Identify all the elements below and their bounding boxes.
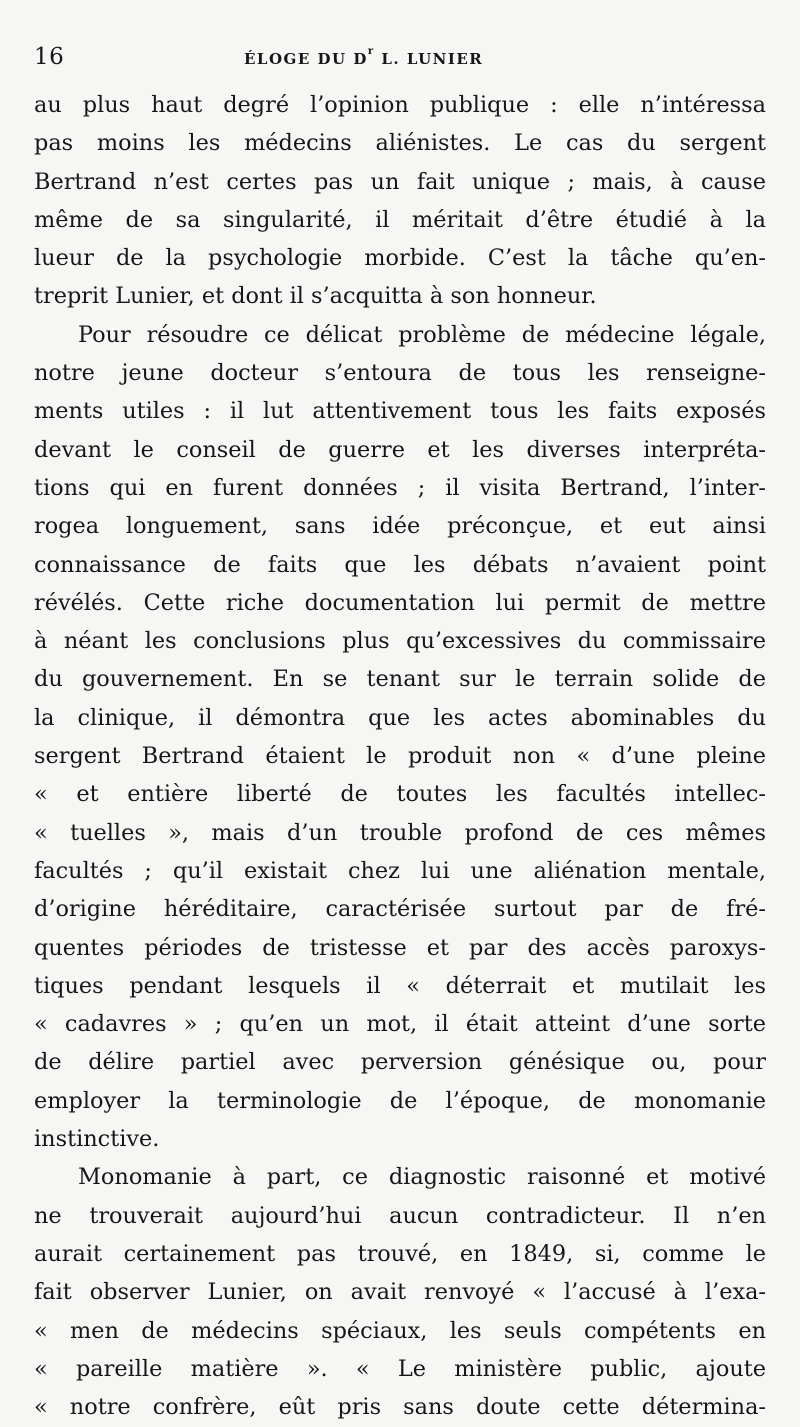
text-line: sergent Bertrand étaient le produit non « d’une pleine (34, 743, 766, 770)
text-line: facultés ; qu’il existait chez lui une aliénation mentale, (34, 857, 766, 884)
text-line: ne trouverait aujourd’hui aucun contradicteur. Il n’en (34, 1202, 766, 1229)
text-line: tiques pendant lesquels il « déterrait et mutilait les (34, 972, 766, 999)
text-line: du gouvernement. En se tenant sur le terrain solide de (34, 666, 766, 693)
text-line: « cadavres » ; qu’en un mot, il était atteint d’une sorte (34, 1011, 766, 1038)
text-line: connaissance de faits que les débats n’avaient point (34, 551, 766, 578)
text-line: de délire partiel avec perversion génésique ou, pour (34, 1049, 766, 1076)
text-line: « men de médecins spéciaux, les seuls compétents en (34, 1317, 766, 1344)
text-line: même de sa singularité, il méritait d’être étudié à la (34, 206, 766, 233)
running-title-prefix: ÉLOGE DU D (244, 50, 368, 68)
text-line: notre jeune docteur s’entoura de tous les renseigne- (34, 360, 766, 387)
page-number: 16 (34, 44, 65, 70)
running-title (244, 46, 484, 68)
text-line: lueur de la psychologie morbide. C’est la tâche qu’en- (34, 245, 766, 272)
text-line: révélés. Cette riche documentation lui permit de mettre (34, 589, 766, 616)
running-title-superscript: r (367, 46, 375, 57)
text-line: treprit Lunier, et dont il s’acquitta à son honneur. (34, 283, 597, 310)
text-line: devant le conseil de guerre et les diverses interpréta- (34, 436, 766, 463)
text-line: Pour résoudre ce délicat problème de médecine légale, (78, 321, 766, 348)
text-line: la clinique, il démontra que les actes abominables du (34, 704, 766, 731)
text-line: Bertrand n’est certes pas un fait unique ; mais, à cause (34, 168, 766, 195)
text-line: employer la terminologie de l’époque, de monomanie (34, 1087, 766, 1114)
text-line: fait observer Lunier, on avait renvoyé « l’accusé à l’exa- (34, 1279, 766, 1306)
running-title-suffix: L. LUNIER (374, 50, 484, 68)
text-line: au plus haut degré l’opinion publique : elle n’intéressa (34, 92, 766, 118)
text-line: à néant les conclusions plus qu’excessives du commissaire (34, 628, 766, 655)
text-line: « tuelles », mais d’un trouble profond de ces mêmes (34, 819, 766, 846)
text-line: « pareille matière ». « Le ministère public, ajoute (34, 1355, 766, 1382)
text-line: « notre confrère, eût pris sans doute cette détermina- (34, 1394, 766, 1421)
page-header (34, 44, 764, 80)
text-line: Monomanie à part, ce diagnostic raisonné et motivé (78, 1164, 766, 1191)
text-line: instinctive. (34, 1126, 160, 1153)
text-line: pas moins les médecins aliénistes. Le cas du sergent (34, 130, 766, 157)
text-line: rogea longuement, sans idée préconçue, et eut ainsi (34, 513, 766, 540)
text-line: quentes périodes de tristesse et par des accès paroxys- (34, 934, 766, 961)
text-line: tions qui en furent données ; il visita Bertrand, l’inter- (34, 474, 766, 501)
body-text (34, 86, 766, 1426)
text-line: d’origine héréditaire, caractérisée surtout par de fré- (34, 896, 766, 923)
text-line: « et entière liberté de toutes les facultés intellec- (34, 781, 766, 808)
text-line: aurait certainement pas trouvé, en 1849, si, comme le (34, 1240, 766, 1267)
text-line: ments utiles : il lut attentivement tous les faits exposés (34, 398, 766, 425)
